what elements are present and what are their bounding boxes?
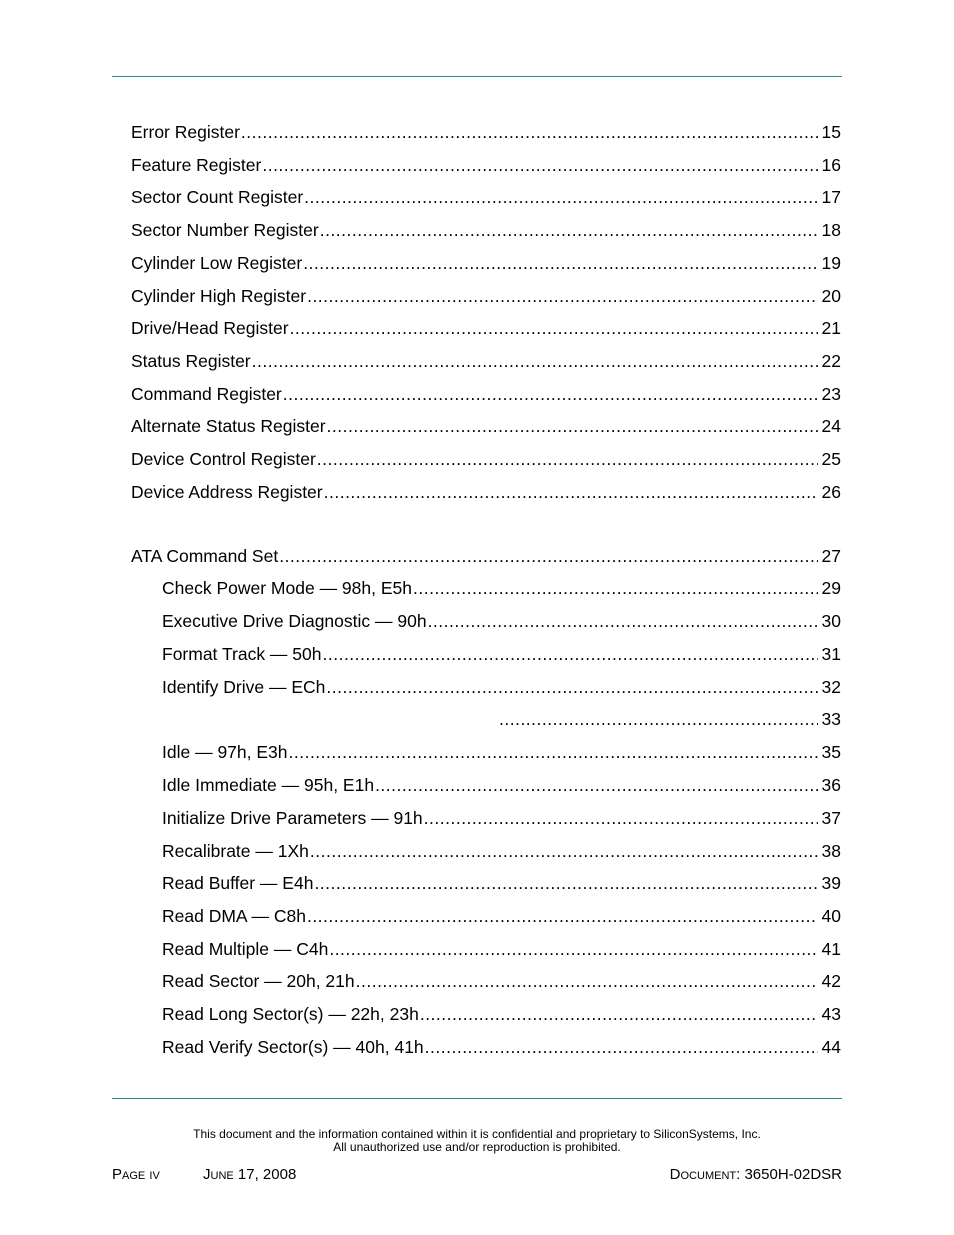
dot-leader	[303, 252, 817, 274]
toc-entry-title: Read Verify Sector(s) — 40h, 41h	[162, 1037, 424, 1057]
toc-entry-page: 36	[821, 775, 841, 795]
dot-leader	[283, 383, 818, 405]
toc-entry-page: 23	[821, 384, 841, 404]
toc-entry-title: Read Multiple — C4h	[162, 939, 329, 959]
toc-entry[interactable]	[131, 121, 841, 143]
toc-entry[interactable]	[131, 448, 841, 470]
toc-entry[interactable]	[162, 1036, 841, 1058]
toc-entry-page: 30	[821, 611, 841, 631]
toc-entry[interactable]	[162, 741, 841, 763]
page-footer	[112, 1165, 842, 1185]
dot-leader	[499, 708, 818, 730]
toc-entry-title: Format Track — 50h	[162, 644, 322, 664]
dot-leader	[252, 350, 818, 372]
dot-leader	[324, 481, 818, 503]
toc-entry-page: 32	[821, 677, 841, 697]
toc-entry[interactable]	[131, 350, 841, 372]
toc-entry[interactable]	[162, 938, 841, 960]
confidentiality-line-1: This document and the information contained within it is confidential and proprietary to SiliconSystems, Inc.	[193, 1127, 761, 1141]
dot-leader	[314, 872, 817, 894]
toc-entry-title: Initialize Drive Parameters — 91h	[162, 808, 423, 828]
toc-entry-page: 43	[821, 1004, 841, 1024]
toc-entry[interactable]	[498, 708, 841, 730]
dot-leader	[327, 415, 818, 437]
toc-entry-page: 15	[821, 122, 841, 142]
toc-entry[interactable]	[131, 285, 841, 307]
dot-leader	[289, 741, 818, 763]
footer-rule	[112, 1098, 842, 1099]
toc-entry-title: Check Power Mode — 98h, E5h	[162, 578, 412, 598]
toc-entry[interactable]	[162, 905, 841, 927]
toc-entry[interactable]	[131, 481, 841, 503]
toc-entry[interactable]	[162, 1003, 841, 1025]
dot-leader	[425, 1036, 818, 1058]
toc-entry-page: 42	[821, 971, 841, 991]
toc-entry[interactable]	[131, 186, 841, 208]
toc-entry-page: 18	[821, 220, 841, 240]
toc-entry[interactable]	[131, 154, 841, 176]
toc-entry-title: Device Address Register	[131, 482, 323, 502]
toc-entry-title: Command Register	[131, 384, 282, 404]
toc-entry[interactable]	[162, 970, 841, 992]
toc-entry[interactable]	[131, 383, 841, 405]
dot-leader	[413, 577, 818, 599]
dot-leader	[307, 905, 818, 927]
toc-entry-page: 21	[821, 318, 841, 338]
toc-entry-page: 22	[821, 351, 841, 371]
toc-entry-title: Status Register	[131, 351, 251, 371]
confidentiality-line-2: All unauthorized use and/or reproduction is prohibited.	[333, 1140, 621, 1154]
dot-leader	[241, 121, 818, 143]
dot-leader	[290, 317, 818, 339]
dot-leader	[279, 545, 817, 567]
document-date: June 17, 2008	[203, 1166, 297, 1183]
dot-leader	[307, 285, 817, 307]
toc-entry[interactable]	[131, 252, 841, 274]
toc-entry-title: Sector Count Register	[131, 187, 304, 207]
toc-entry-title: Error Register	[131, 122, 240, 142]
dot-leader	[375, 774, 817, 796]
confidentiality-notice	[0, 1128, 954, 1154]
toc-entry-title: Idle — 97h, E3h	[162, 742, 288, 762]
toc-entry[interactable]	[162, 643, 841, 665]
toc-entry[interactable]	[131, 317, 841, 339]
dot-leader	[323, 643, 818, 665]
toc-entry-page: 16	[821, 155, 841, 175]
page-number-label: Page iv	[112, 1166, 160, 1183]
toc-entry-page: 25	[821, 449, 841, 469]
dot-leader	[317, 448, 818, 470]
toc-entry-page: 44	[821, 1037, 841, 1057]
toc-entry-title: Executive Drive Diagnostic — 90h	[162, 611, 427, 631]
dot-leader	[356, 970, 818, 992]
dot-leader	[329, 938, 817, 960]
dot-leader	[420, 1003, 818, 1025]
dot-leader	[424, 807, 818, 829]
toc-entry-title: Cylinder High Register	[131, 286, 307, 306]
toc-entry-page: 38	[821, 841, 841, 861]
toc-entry[interactable]	[162, 840, 841, 862]
toc-entry[interactable]	[162, 872, 841, 894]
toc-entry-title: Idle Immediate — 95h, E1h	[162, 775, 375, 795]
toc-entry-title: Read Sector — 20h, 21h	[162, 971, 355, 991]
dot-leader	[428, 610, 818, 632]
toc-entry-title: Identify Drive — ECh	[162, 677, 326, 697]
dot-leader	[262, 154, 817, 176]
document-number: Document: 3650H-02DSR	[669, 1166, 842, 1183]
toc-entry-title: Drive/Head Register	[131, 318, 289, 338]
toc-entry-page: 20	[821, 286, 841, 306]
toc-entry-page: 35	[821, 742, 841, 762]
toc-entry-title: Recalibrate — 1Xh	[162, 841, 309, 861]
dot-leader	[326, 676, 817, 698]
toc-entry-title: Device Control Register	[131, 449, 316, 469]
toc-entry[interactable]	[162, 807, 841, 829]
dot-leader	[310, 840, 818, 862]
toc-entry[interactable]	[162, 610, 841, 632]
toc-entry[interactable]	[131, 415, 841, 437]
toc-entry-page: 40	[821, 906, 841, 926]
toc-entry-title: Cylinder Low Register	[131, 253, 303, 273]
toc-entry-page: 37	[821, 808, 841, 828]
toc-entry-page: 17	[821, 187, 841, 207]
toc-entry-title: Alternate Status Register	[131, 416, 326, 436]
toc-entry-page: 27	[821, 546, 841, 566]
toc-entry-title: Feature Register	[131, 155, 262, 175]
toc-entry-page: 33	[821, 709, 841, 729]
toc-entry[interactable]	[162, 676, 841, 698]
toc-entry[interactable]	[131, 545, 841, 567]
toc-entry[interactable]	[162, 577, 841, 599]
toc-entry-title: ATA Command Set	[131, 546, 279, 566]
toc-entry-title: Read Long Sector(s) — 22h, 23h	[162, 1004, 419, 1024]
toc-entry-page: 24	[821, 416, 841, 436]
toc-entry-page: 26	[821, 482, 841, 502]
toc-entry-page: 19	[821, 253, 841, 273]
toc-entry-title: Read Buffer — E4h	[162, 873, 314, 893]
dot-leader	[320, 219, 818, 241]
dot-leader	[304, 186, 817, 208]
toc-entry-page: 41	[821, 939, 841, 959]
toc-entry-page: 29	[821, 578, 841, 598]
toc-entry-page: 31	[821, 644, 841, 664]
toc-entry-page: 39	[821, 873, 841, 893]
toc-entry[interactable]	[131, 219, 841, 241]
toc-entry-title: Sector Number Register	[131, 220, 319, 240]
toc-entry-title: Read DMA — C8h	[162, 906, 306, 926]
toc-entry[interactable]	[162, 774, 841, 796]
